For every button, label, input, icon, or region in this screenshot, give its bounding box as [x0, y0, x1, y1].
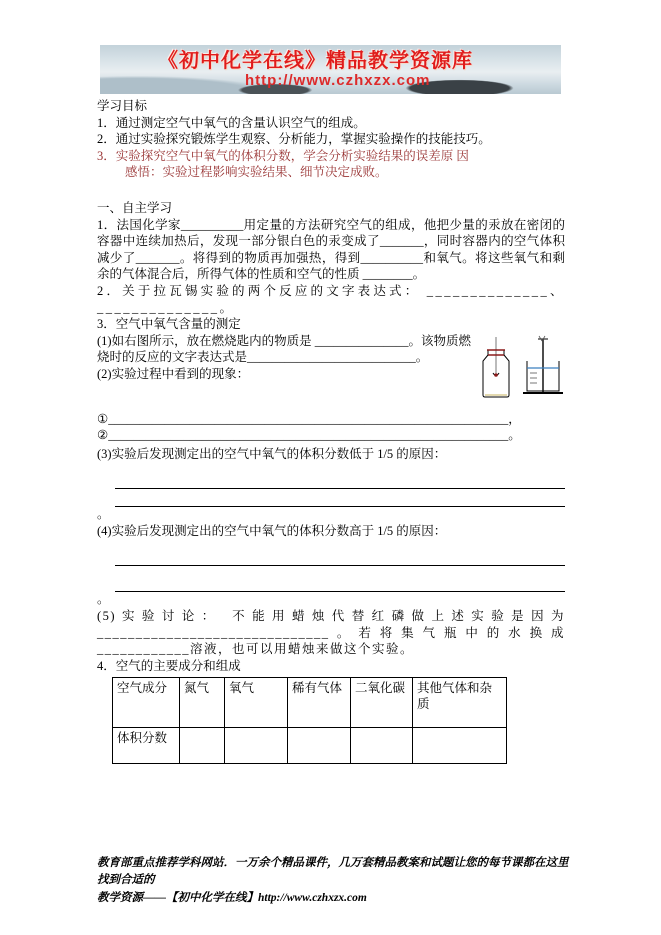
table-header-cell: 二氧化碳 — [351, 678, 413, 728]
question-3-1-block — [97, 333, 565, 411]
table-row-label: 体积分数 — [113, 728, 180, 764]
table-header-cell: 其他气体和杂质 — [413, 678, 507, 728]
objective-3-note: 感悟：实验过程影响实验结果、细节决定成败。 — [125, 165, 388, 180]
table-cell — [351, 728, 413, 764]
air-composition-table — [112, 677, 507, 764]
objectives-heading: 学习目标 — [97, 99, 148, 113]
experiment-apparatus-figure — [477, 335, 565, 409]
answer-line — [115, 506, 565, 507]
question-1: 1．法国化学家__________用定量的方法研究空气的组成，他把少量的汞放在密闭的容器中连续加热后，发现一部分银白色的汞变成了_______，同时容器内的空气体积减少了_______。将得到的物质再加强热，得到__________和氧气。将这些氧气和剩余的气体混合后，所得气体的性质和空气的性质 ________。 — [97, 217, 565, 282]
footer-line-1: 教育部重点推荐学科网站．一万余个精品课件，几万套精品教案和试题让您的每节课都在这里找到合适的 — [97, 857, 569, 886]
question-2: 2．关于拉瓦锡实验的两个反应的文字表达式： ______________、______________。 — [97, 283, 565, 315]
question-3-1: (1)如右图所示，放在燃烧匙内的物质是 _______________。该物质燃烧时的反应的文字表达式是___________________________。 — [97, 333, 471, 365]
question-3-4: (4)实验后发现测定出的空气中氧气的体积分数高于 1/5 的原因： — [97, 523, 447, 538]
page-footer — [97, 855, 572, 907]
beaker-icon — [523, 336, 563, 393]
self-study-heading: 一、自主学习 — [97, 200, 173, 215]
self-study-section — [97, 200, 565, 765]
objective-1: 1．通过测定空气中氧气的含量认识空气的组成。 — [97, 115, 366, 130]
objective-3: 3．实验探究空气中氧气的体积分数，学会分析实验结果的误差原 因 — [97, 148, 469, 163]
question-3-3: (3)实验后发现测定出的空气中氧气的体积分数低于 1/5 的原因： — [97, 446, 447, 461]
answer-line — [115, 565, 565, 566]
table-header-row — [113, 678, 507, 728]
table-header-cell: 氮气 — [180, 678, 225, 728]
answer-line — [115, 488, 565, 489]
question-3-5: (5)实验讨论： 不能用蜡烛代替红磷做上述实验是因为______________________________。若将集气瓶中的水换成____________溶液，也可以用蜡烛来做这个实验。 — [97, 609, 565, 657]
question-3-2: (2)实验过程中看到的现象： — [97, 366, 250, 381]
gas-bottle-icon — [483, 337, 509, 397]
site-banner-title: 《初中化学在线》精品教学资源库 — [158, 50, 473, 72]
question-3-heading: 3．空气中氧气含量的测定 — [97, 317, 241, 332]
objectives-section — [97, 98, 565, 181]
table-cell — [413, 728, 507, 764]
table-cell — [225, 728, 288, 764]
table-header-cell: 氧气 — [225, 678, 288, 728]
table-cell — [180, 728, 225, 764]
site-banner — [100, 45, 561, 94]
question-3-2-item1: ①________________________________________________________________， — [97, 411, 521, 426]
table-header-cell: 空气成分 — [113, 678, 180, 728]
answer-line — [115, 591, 565, 592]
sentence-period: 。 — [97, 592, 110, 607]
objective-2: 2．通过实验探究锻炼学生观察、分析能力，掌握实验操作的技能技巧。 — [97, 132, 491, 147]
question-4-heading: 4．空气的主要成分和组成 — [97, 658, 241, 673]
sentence-period: 。 — [97, 506, 110, 521]
table-header-cell: 稀有气体 — [288, 678, 351, 728]
footer-line-2: 教学资源——【初中化学在线】http://www.czhxzx.com — [97, 892, 367, 904]
site-banner-url: http://www.czhxzx.com — [245, 72, 431, 89]
question-3-2-item2: ②________________________________________________________________。 — [97, 428, 521, 443]
table-cell — [288, 728, 351, 764]
table-row — [113, 728, 507, 764]
